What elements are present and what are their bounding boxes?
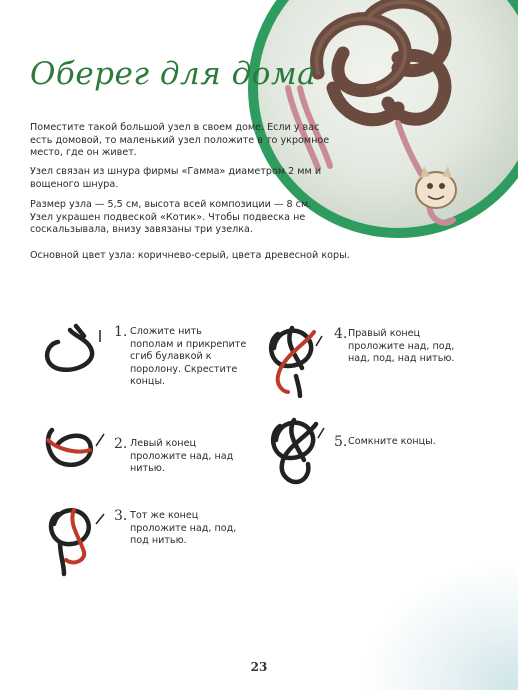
page-number: 23 [250,660,268,674]
step-3-number: 3. [114,508,128,524]
step-3-diagram [40,500,110,578]
step-5-diagram [264,414,330,486]
step-1-number: 1. [114,324,128,340]
step-2-diagram [38,420,110,476]
intro-paragraph-4: Основной цвет узла: коричнево-серый, цвета древесной коры. [30,250,350,261]
page-title: Оберег для дома [30,56,317,92]
step-4-diagram [262,322,328,398]
step-5-text: Сомкните концы. [348,436,436,447]
step-4-text: Правый конец проложите над, под, над, под, над нитью. [348,328,455,365]
step-1-diagram [38,322,108,384]
intro-paragraph-1: Поместите такой большой узел в своем доме. Если у вас есть домовой, то маленький узел положите в то укромное место, где он живет. [30,122,330,159]
step-2-text: Левый конец проложите над, над нитью. [130,438,234,475]
intro-paragraph-3: Размер узла — 5,5 см, высота всей композиции — 8 см. Узел украшен подвеской «Котик». Чтобы подвеска не соскальзывала, внизу завязаны три узелка. [30,199,312,236]
intro-paragraph-2: Узел связан из шнура фирмы «Гамма» диаметром 2 мм и вощеного шнура. [30,166,322,190]
step-5-number: 5. [334,434,348,450]
step-3-text: Тот же конец проложите над, под, под нитью. [130,510,237,547]
step-4-number: 4. [334,326,348,342]
step-2-number: 2. [114,436,128,452]
step-1-text: Сложите нить пополам и прикрепите сгиб булавкой к поролону. Скрестите концы. [130,326,247,388]
